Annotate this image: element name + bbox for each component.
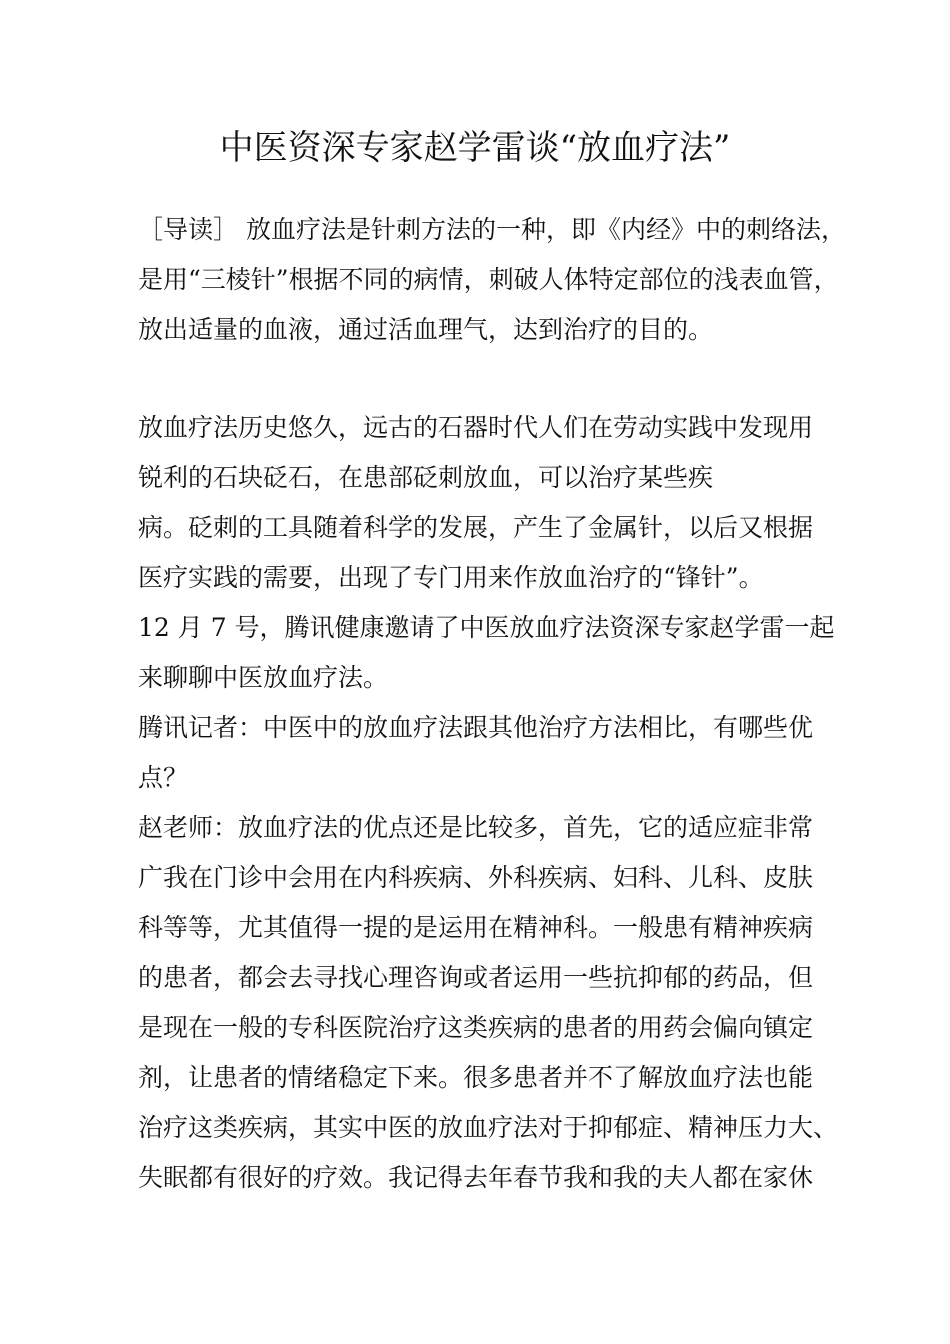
body-line-5: 12 月 7 号，腾讯健康邀请了中医放血疗法资深专家赵学雷一起 <box>138 613 835 642</box>
body-line-11: 科等等，尤其值得一提的是运用在精神科。一般患有精神疾病 <box>138 913 814 942</box>
body-line-13: 是现在一般的专科医院治疗这类疾病的患者的用药会偏向镇定 <box>138 1013 814 1042</box>
body-line-4: 医疗实践的需要，出现了专门用来作放血治疗的“锋针”。 <box>138 563 764 592</box>
body-line-1: 放血疗法历史悠久，远古的石器时代人们在劳动实践中发现用 <box>138 413 814 442</box>
body-line-14: 剂，让患者的情绪稳定下来。很多患者并不了解放血疗法也能 <box>138 1063 814 1092</box>
body-line-15: 治疗这类疾病，其实中医的放血疗法对于抑郁症、精神压力大、 <box>138 1113 839 1142</box>
document-title: 中医资深专家赵学雷谈“放血疗法” <box>219 128 731 168</box>
body-line-8: 点？ <box>138 763 189 792</box>
intro-line-3: 放出适量的血液，通过活血理气，达到治疗的目的。 <box>138 315 714 344</box>
body-line-2: 锐利的石块砭石，在患部砭刺放血，可以治疗某些疾 <box>138 463 714 492</box>
body-line-12: 的患者，都会去寻找心理咨询或者运用一些抗抑郁的药品，但 <box>138 963 814 992</box>
body-line-7: 腾讯记者：中医中的放血疗法跟其他治疗方法相比，有哪些优 <box>138 713 814 742</box>
intro-line-2: 是用“三棱针”根据不同的病情，刺破人体特定部位的浅表血管， <box>138 265 839 294</box>
body-line-9: 赵老师：放血疗法的优点还是比较多，首先，它的适应症非常 <box>138 813 814 842</box>
body-line-6: 来聊聊中医放血疗法。 <box>138 663 389 692</box>
body-line-10: 广我在门诊中会用在内科疾病、外科疾病、妇科、儿科、皮肤 <box>138 863 814 892</box>
body-line-3: 病。砭刺的工具随着科学的发展，产生了金属针，以后又根据 <box>138 513 814 542</box>
intro-line-1: ［导读］ 放血疗法是针刺方法的一种，即《内经》中的刺络法， <box>138 215 846 244</box>
body-line-16: 失眠都有很好的疗效。我记得去年春节我和我的夫人都在家休 <box>138 1163 814 1192</box>
